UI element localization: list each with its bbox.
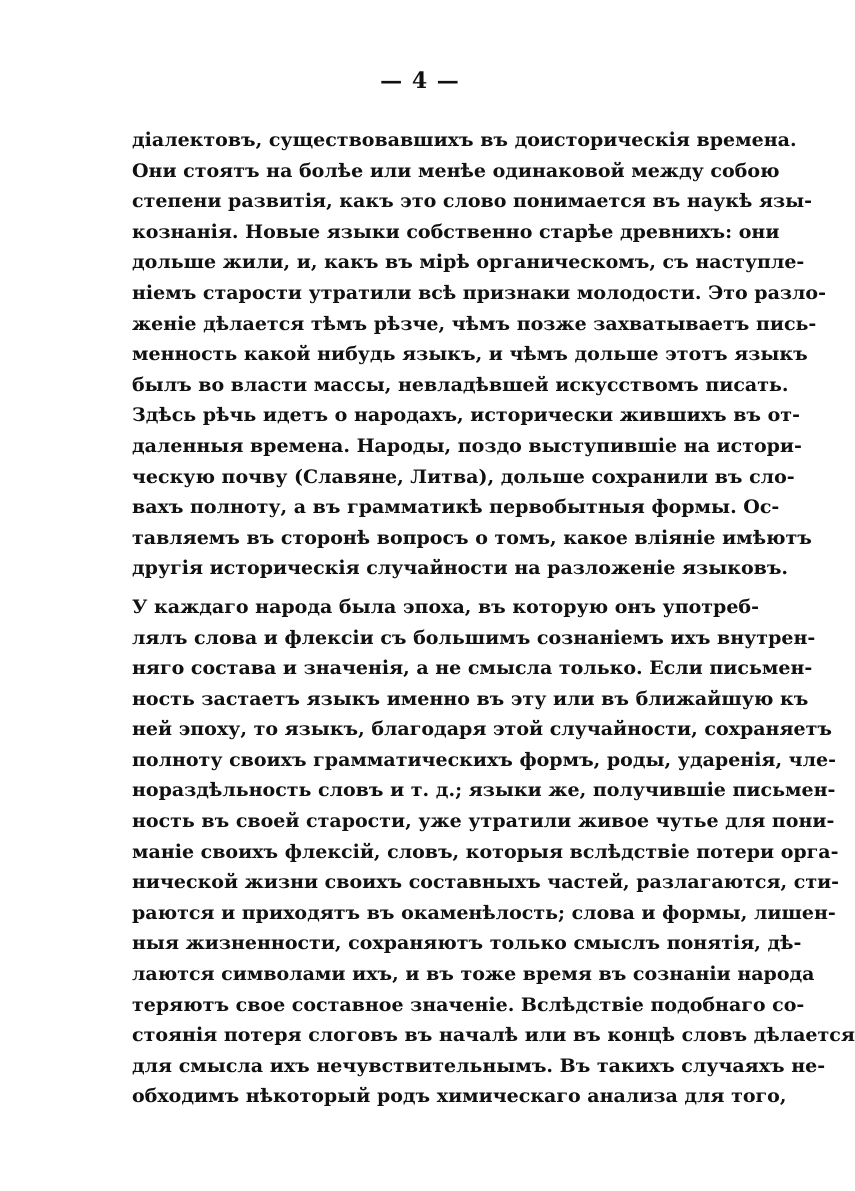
paragraph-1 bbox=[132, 125, 826, 584]
text-line: нической жизни своихъ составныхъ частей, разлагаются, сти- bbox=[132, 871, 840, 894]
text-line: теряютъ свое составное значеніе. Вслѣдствіе подобнаго со- bbox=[132, 993, 805, 1016]
text-line: Здѣсь рѣчь идетъ о народахъ, исторически жившихъ въ от- bbox=[132, 404, 800, 427]
text-line: лялъ слова и флексіи съ большимъ сознаніемъ ихъ внутрен- bbox=[132, 626, 816, 649]
paragraph-gap bbox=[132, 584, 698, 592]
text-line: обходимъ нѣкоторый родъ химическаго анализа для того, bbox=[132, 1085, 787, 1108]
text-line: степени развитія, какъ это слово понимается въ наукѣ язы- bbox=[132, 190, 813, 213]
text-line: полноту своихъ грамматическихъ формъ, роды, ударенія, чле- bbox=[132, 748, 836, 771]
text-line: ность въ своей старости, уже утратили живое чутье для пони- bbox=[132, 810, 835, 833]
text-line: женіе дѣлается тѣмъ рѣзче, чѣмъ позже захватываетъ пись- bbox=[132, 312, 817, 335]
text-line: былъ во власти массы, невладѣвшей искусствомъ писать. bbox=[132, 373, 789, 396]
text-line: для смысла ихъ нечувствительнымъ. Въ такихъ случаяхъ не- bbox=[132, 1054, 826, 1077]
text-line: лаются символами ихъ, и въ тоже время въ сознаніи народа bbox=[132, 963, 815, 986]
text-line: кознанія. Новые языки собственно старѣе древнихъ: они bbox=[132, 220, 780, 243]
text-line: няго состава и значенія, а не смысла только. Если письмен- bbox=[132, 657, 813, 680]
text-line: тавляемъ въ сторонѣ вопросъ о томъ, какое вліяніе имѣютъ bbox=[132, 526, 812, 549]
paragraph-2 bbox=[132, 592, 855, 1112]
text-line: менность какой нибудь языкъ, и чѣмъ дольше этотъ языкъ bbox=[132, 343, 808, 366]
text-line: ческую почву (Славяне, Литва), дольше сохранили въ сло- bbox=[132, 465, 795, 488]
text-line: раются и приходятъ въ окаменѣлость; слова и формы, лишен- bbox=[132, 901, 836, 924]
text-line: другія историческія случайности на разложеніе языковъ. bbox=[132, 557, 789, 580]
body-text bbox=[132, 125, 855, 1112]
text-line: діалектовъ, существовавшихъ въ доисторическія времена. bbox=[132, 129, 797, 151]
text-line: ней эпоху, то языкъ, благодаря этой случайности, сохраняетъ bbox=[132, 718, 832, 741]
text-line: вахъ полноту, а въ грамматикѣ первобытныя формы. Ос- bbox=[132, 496, 780, 519]
text-line: Они стоятъ на болѣе или менѣе одинаковой между собою bbox=[132, 159, 780, 182]
text-line: нораздѣльность словъ и т. д.; языки же, получившіе письмен- bbox=[132, 779, 836, 802]
text-line: ныя жизненности, сохраняютъ только смыслъ понятія, дѣ- bbox=[132, 932, 802, 955]
text-line: У каждаго народа была эпоха, въ которую онъ употреб- bbox=[132, 595, 759, 618]
text-line: маніе своихъ флексій, словъ, которыя вслѣдствіе потери орга- bbox=[132, 840, 839, 863]
text-line: стоянія потеря слоговъ въ началѣ или въ концѣ словъ дѣлается bbox=[132, 1024, 855, 1047]
page-number: — 4 — bbox=[380, 68, 460, 94]
text-line: ность застаетъ языкъ именно въ эту или въ ближайшую къ bbox=[132, 687, 809, 710]
text-line: дольше жили, и, какъ въ мірѣ органическомъ, съ наступле- bbox=[132, 251, 805, 274]
text-line: ніемъ старости утратили всѣ признаки молодости. Это разло- bbox=[132, 281, 826, 304]
text-line: даленныя времена. Народы, поздо выступившіе на истори- bbox=[132, 434, 802, 457]
